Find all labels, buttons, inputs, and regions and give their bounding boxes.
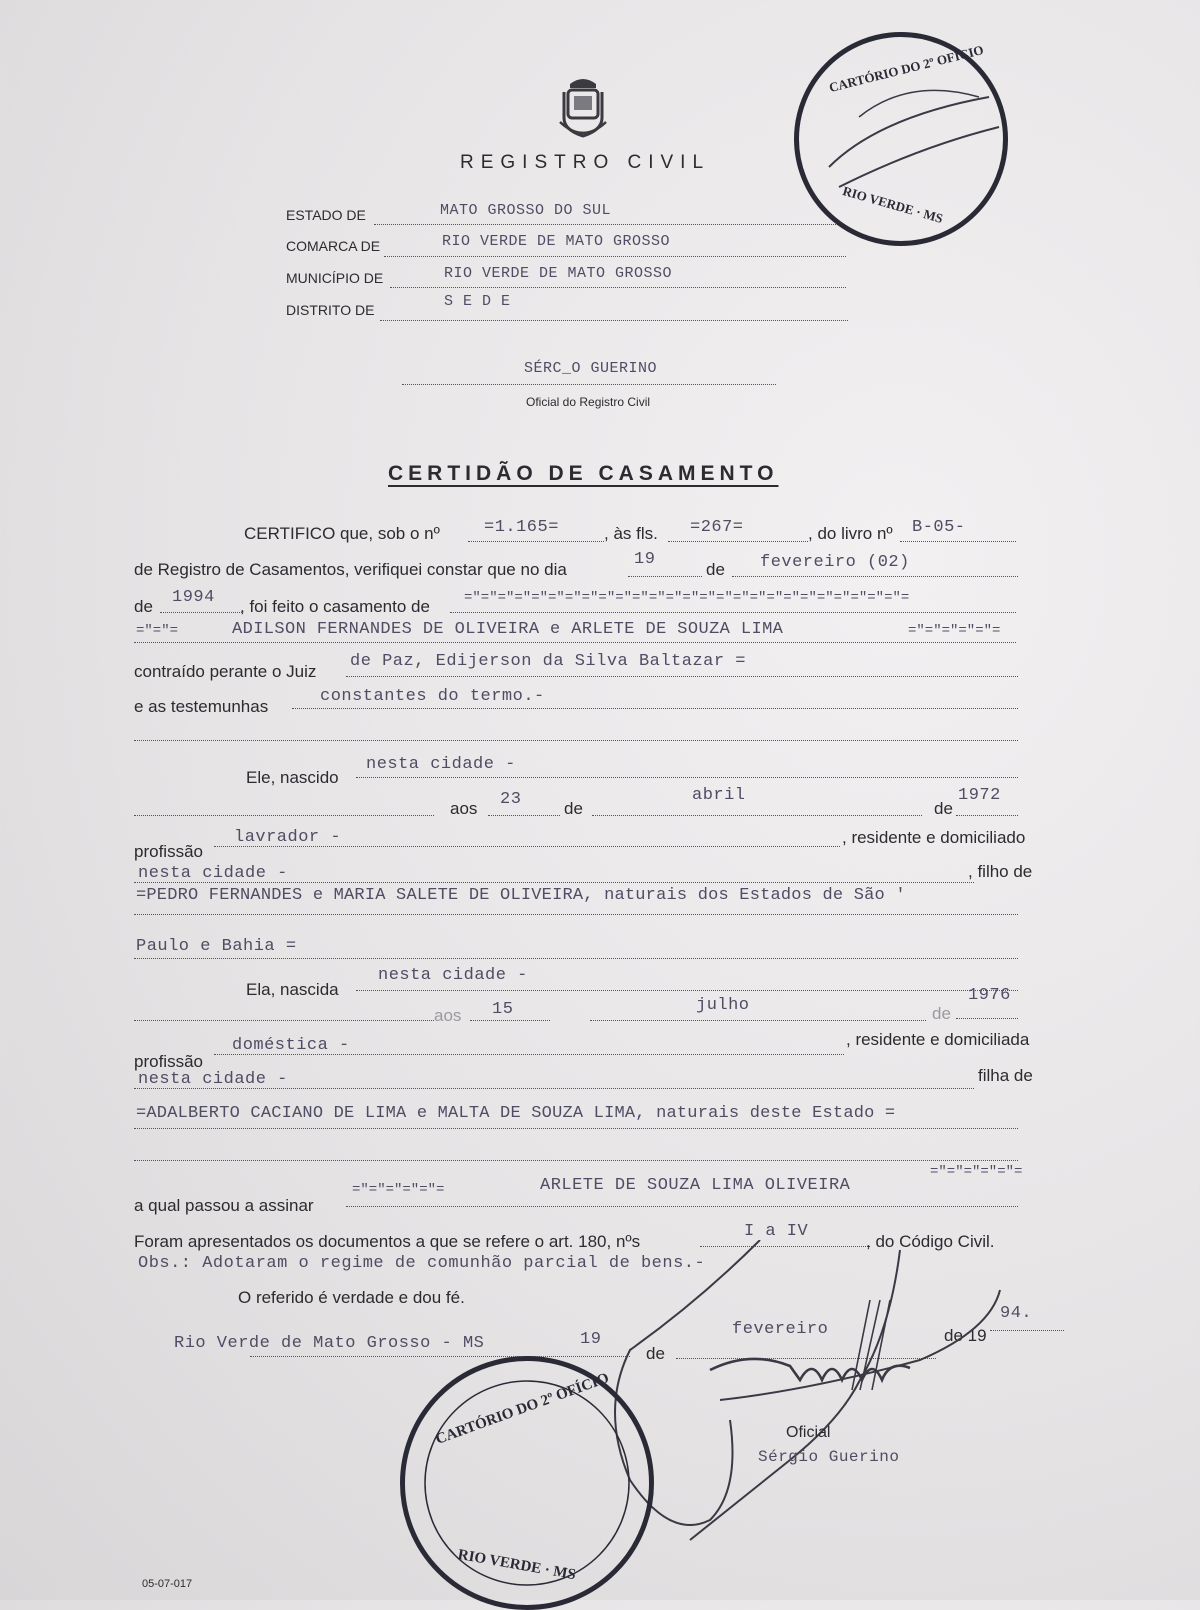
ele-profissao-label: profissão (134, 842, 203, 861)
blank-line-2 (134, 1160, 1018, 1161)
ele-aos-label: aos (450, 799, 478, 818)
documentos-value: I a IV (744, 1222, 809, 1241)
signature-mark (590, 1240, 1050, 1560)
ele-de-label-2: de (934, 799, 953, 818)
stamp-bottom-bottom-text: RIO VERDE · MS (456, 1546, 577, 1584)
fls-label: , às fls. (604, 524, 658, 543)
ela-residencia-line (134, 1088, 974, 1089)
notary-stamp-bottom (400, 1356, 654, 1610)
ele-filho-label: , filho de (968, 862, 1033, 881)
registro-label: de Registro de Casamentos, verifiquei constar que no dia (134, 560, 567, 579)
codigo-label: , do Código Civil. (866, 1232, 995, 1251)
ela-nascida-label: Ela, nascida (246, 980, 339, 999)
ela-nascida-value: nesta cidade - (378, 966, 528, 985)
ele-residencia-value: nesta cidade - (138, 864, 288, 883)
ela-aos-label: aos (434, 1006, 462, 1025)
notary-stamp-top (794, 32, 1008, 246)
comarca-line (384, 256, 846, 257)
official-line (402, 384, 776, 385)
comarca-value: RIO VERDE DE MATO GROSSO (442, 233, 671, 250)
official-name-top: SÉRC_O GUERINO (524, 360, 658, 377)
ele-pais-line1-rule (134, 914, 1018, 915)
testemunhas-value: constantes do termo.- (320, 687, 545, 706)
oficial-name: Sérgio Guerino (758, 1448, 900, 1466)
ela-nascida-line (356, 990, 1018, 991)
municipio-line (390, 287, 846, 288)
new-name-value: ARLETE DE SOUZA LIMA OLIVEIRA (540, 1176, 851, 1195)
municipio-value: RIO VERDE DE MATO GROSSO (444, 265, 673, 282)
ele-pais-line2-rule (134, 958, 1018, 959)
filler-left: ="="= (136, 623, 179, 639)
comarca-label: COMARCA DE (286, 238, 381, 254)
local-value: Rio Verde de Mato Grosso - MS (174, 1334, 485, 1353)
official-caption: Oficial do Registro Civil (526, 395, 651, 409)
assinar-line (346, 1206, 1018, 1207)
ele-aos-pre-line (134, 815, 434, 816)
juiz-line (346, 676, 1018, 677)
filler-line1: ="="="="="="="="="="="="="="="="="="="="="="="="="="= (464, 590, 910, 606)
local-line (250, 1356, 630, 1357)
ele-nascido-label: Ele, nascido (246, 768, 339, 787)
juiz-label: contraído perante o Juiz (134, 662, 317, 681)
ele-mes-value: abril (692, 786, 746, 805)
ela-ano-value: 1976 (968, 986, 1011, 1005)
ela-de-label: de (932, 1004, 951, 1023)
ele-nascido-value: nesta cidade - (366, 755, 516, 774)
oficial-label: Oficial (786, 1424, 831, 1441)
livro-label: , do livro nº (808, 524, 893, 543)
closing-de-label: de (646, 1344, 665, 1363)
fls-value: =267= (690, 518, 744, 537)
numero-value: =1.165= (484, 518, 559, 537)
ele-ano-value: 1972 (958, 786, 1001, 805)
ela-mes-value: julho (696, 996, 750, 1015)
documentos-label: Foram apresentados os documentos a que se refere o art. 180, nºs (134, 1232, 641, 1251)
testemunhas-line (292, 708, 1018, 709)
certifico-label: CERTIFICO que, sob o nº (244, 524, 440, 543)
ele-residencia-line (134, 882, 974, 883)
verdade-text: O referido é verdade e dou fé. (238, 1288, 465, 1307)
distrito-label: DISTRITO DE (286, 302, 375, 318)
ela-filha-label: filha de (978, 1066, 1033, 1085)
closing-dia-value: 19 (580, 1330, 602, 1349)
ela-residente-label: , residente e domiciliada (846, 1030, 1030, 1049)
blank-line-1 (134, 740, 1018, 741)
assinar-filler-right: ="="="="="= (930, 1164, 1023, 1180)
estado-line (374, 224, 844, 225)
stamp-bottom-text: RIO VERDE · MS (841, 183, 945, 226)
ele-nascido-line (356, 777, 1018, 778)
ela-dia-value: 15 (492, 1000, 514, 1019)
ela-mes-line (590, 1020, 926, 1021)
ele-mes-line (592, 815, 922, 816)
livro-line (900, 541, 1016, 542)
dia-line (628, 576, 702, 577)
couple-names: ADILSON FERNANDES DE OLIVEIRA e ARLETE DE SOUZA LIMA (232, 620, 784, 639)
dia-value: 19 (634, 550, 656, 569)
ela-dia-line (470, 1020, 550, 1021)
certificate-title: CERTIDÃO DE CASAMENTO (388, 462, 779, 485)
coat-of-arms-icon (558, 72, 608, 142)
ele-pais-line1: =PEDRO FERNANDES e MARIA SALETE DE OLIVEIRA, naturais dos Estados de São ' (136, 886, 906, 905)
estado-value: MATO GROSSO DO SUL (440, 202, 612, 219)
ela-profissao-label: profissão (134, 1052, 203, 1071)
municipio-label: MUNICÍPIO DE (286, 270, 384, 286)
ela-residencia-value: nesta cidade - (138, 1070, 288, 1089)
closing-ano-value: 94. (1000, 1304, 1033, 1323)
couple-line (134, 642, 1016, 643)
mes-value: fevereiro (02) (760, 553, 910, 572)
ele-ano-line (956, 815, 1018, 816)
registry-title: REGISTRO CIVIL (460, 152, 711, 173)
stamp-top-text: CARTÓRIO DO 2º OFÍCIO (827, 42, 986, 95)
assinar-label: a qual passou a assinar (134, 1196, 314, 1215)
dia-de-label: de (706, 560, 725, 579)
form-code: 05-07-017 (142, 1578, 193, 1590)
ela-pais-line1-rule (134, 1128, 1018, 1129)
estado-label: ESTADO DE (286, 207, 366, 223)
obs-text: Obs.: Adotaram o regime de comunhão parcial de bens.- (138, 1254, 706, 1273)
stamp-bottom-top-text: CARTÓRIO DO 2º OFÍCIO (433, 1370, 612, 1448)
ele-dia-line (488, 815, 560, 816)
ano-value: 1994 (172, 588, 215, 607)
ele-dia-value: 23 (500, 790, 522, 809)
assinar-filler-left: ="="="="="= (352, 1182, 445, 1198)
distrito-value: S E D E (444, 293, 511, 310)
closing-ano-prefix: de 19 (944, 1326, 987, 1345)
distrito-line (380, 320, 848, 321)
ano-prefix-label: de (134, 597, 153, 616)
mes-line (732, 576, 1018, 577)
casamento-line (450, 612, 1016, 613)
ela-aos-pre-line (134, 1020, 434, 1021)
numero-line (468, 541, 604, 542)
ela-profissao-value: doméstica - (232, 1036, 350, 1055)
ele-de-label: de (564, 799, 583, 818)
livro-value: B-05- (912, 518, 966, 537)
ele-pais-line2: Paulo e Bahia = (136, 937, 297, 956)
ano-line (160, 612, 242, 613)
juiz-value: de Paz, Edijerson da Silva Baltazar = (350, 652, 746, 671)
testemunhas-label: e as testemunhas (134, 697, 269, 716)
closing-mes-value: fevereiro (732, 1320, 829, 1339)
fls-line (668, 541, 808, 542)
filler-right: ="="="="="= (908, 623, 1001, 639)
ele-residente-label: , residente e domiciliado (842, 828, 1026, 847)
ela-ano-line (956, 1018, 1018, 1019)
casamento-label: , foi feito o casamento de (240, 597, 430, 616)
ele-profissao-value: lavrador - (234, 828, 342, 847)
ela-pais-line1: =ADALBERTO CACIANO DE LIMA e MALTA DE SOUZA LIMA, naturais deste Estado = (136, 1104, 896, 1123)
